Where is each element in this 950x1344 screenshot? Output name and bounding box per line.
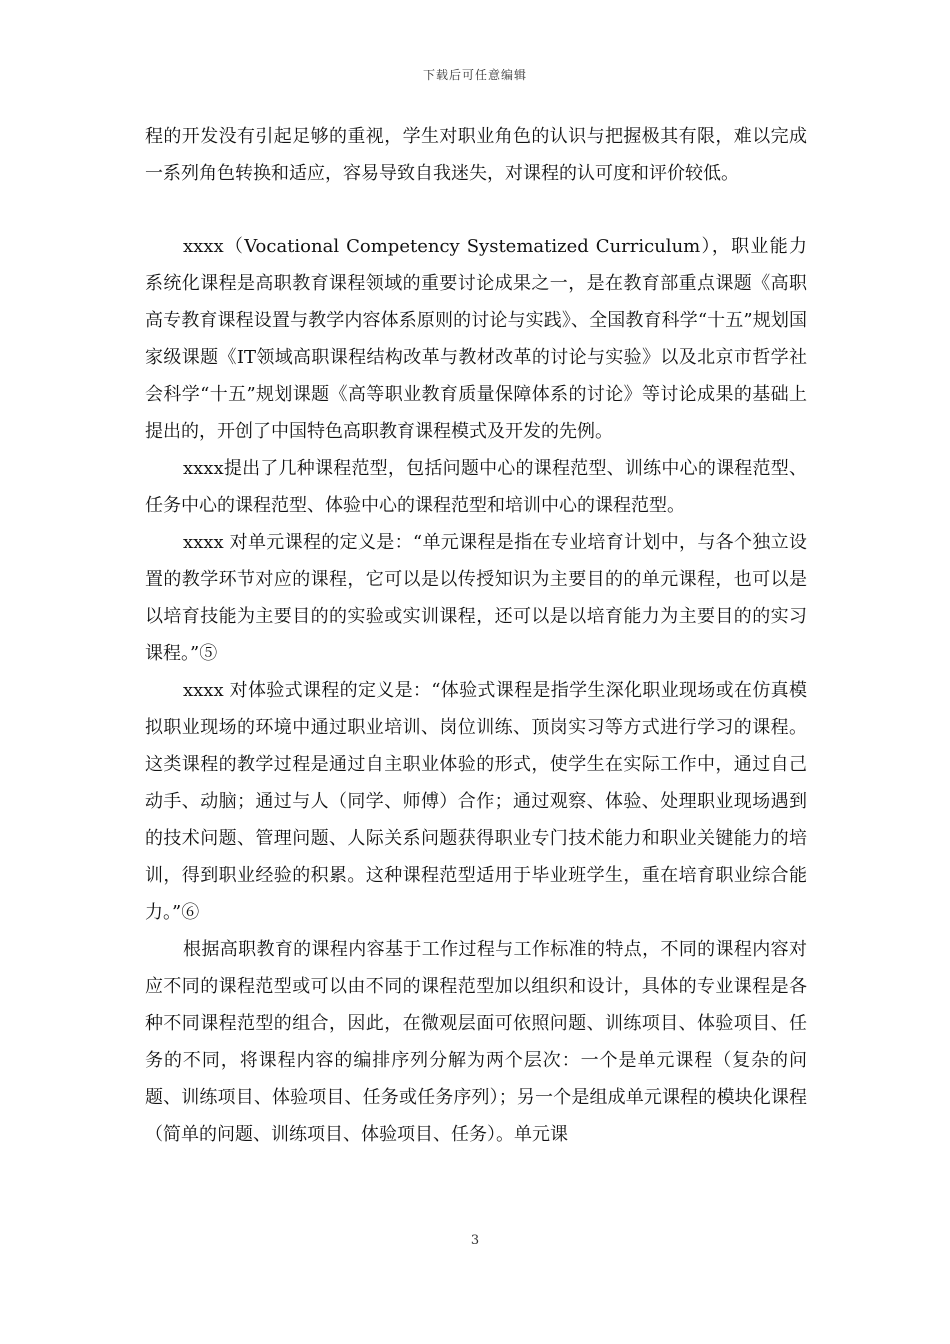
- paragraph-course-content: 根据高职教育的课程内容基于工作过程与工作标准的特点，不同的课程内容对应不同的课程范型或可以由不同的课程范型加以组织和设计，具体的专业课程是各种不同课程范型的组合，因此，在微观层面可依照问题、训练项目、体验项目、任务的不同，将课程内容的编排序列分解为两个层次：一个是单元课程（复杂的问题、训练项目、体验项目、任务或任务序列）；另一个是组成单元课程的模块化课程（简单的问题、训练项目、体验项目、任务）。单元课: [145, 939, 807, 1145]
- paragraph-gap: [145, 192, 807, 228]
- paragraph-course-types: xxxx提出了几种课程范型，包括问题中心的课程范型、训练中心的课程范型、任务中心的课程范型、体验中心的课程范型和培训中心的课程范型。: [145, 458, 807, 516]
- paragraph-unit-course: xxxx 对单元课程的定义是：“单元课程是指在专业培育计划中，与各个独立设置的教学环节对应的课程，它可以是以传授知识为主要目的的单元课程，也可以是以培育技能为主要目的的实验或实训课程，还可以是以培育能力为主要目的的实习课程。”⑤: [145, 532, 807, 664]
- page-number: 3: [470, 1233, 480, 1248]
- document-body: [145, 118, 807, 1153]
- page-header: 下载后可任意编辑: [422, 68, 527, 82]
- paragraph-experiential-course: xxxx 对体验式课程的定义是：“体验式课程是指学生深化职业现场或在仿真模拟职业现场的环境中通过职业培训、岗位训练、顶岗实习等方式进行学习的课程。这类课程的教学过程是通过自主职业体验的形式，使学生在实际工作中，通过自己动手、动脑；通过与人（同学、师傅）合作；通过观察、体验、处理职业现场遇到的技术问题、管理问题、人际关系问题获得职业专门技术能力和职业关键能力的培训，得到职业经验的积累。这种课程范型适用于毕业班学生，重在培育职业综合能力。”⑥: [145, 680, 807, 923]
- paragraph-vcs-definition: xxxx（Vocational Competency Systematized Curriculum），职业能力系统化课程是高职教育课程领域的重要讨论成果之一，是在教育部重点课题《高职高专教育课程设置与教学内容体系原则的讨论与实践》、全国教育科学“十五”规划国家级课题《IT领域高职课程结构改革与教材改革的讨论与实验》以及北京市哲学社会科学“十五”规划课题《高等职业教育质量保障体系的讨论》等讨论成果的基础上提出的，开创了中国特色高职教育课程模式及开发的先例。: [145, 236, 807, 442]
- paragraph-continuation: 程的开发没有引起足够的重视，学生对职业角色的认识与把握极其有限，难以完成一系列角色转换和适应，容易导致自我迷失，对课程的认可度和评价较低。: [145, 126, 807, 184]
